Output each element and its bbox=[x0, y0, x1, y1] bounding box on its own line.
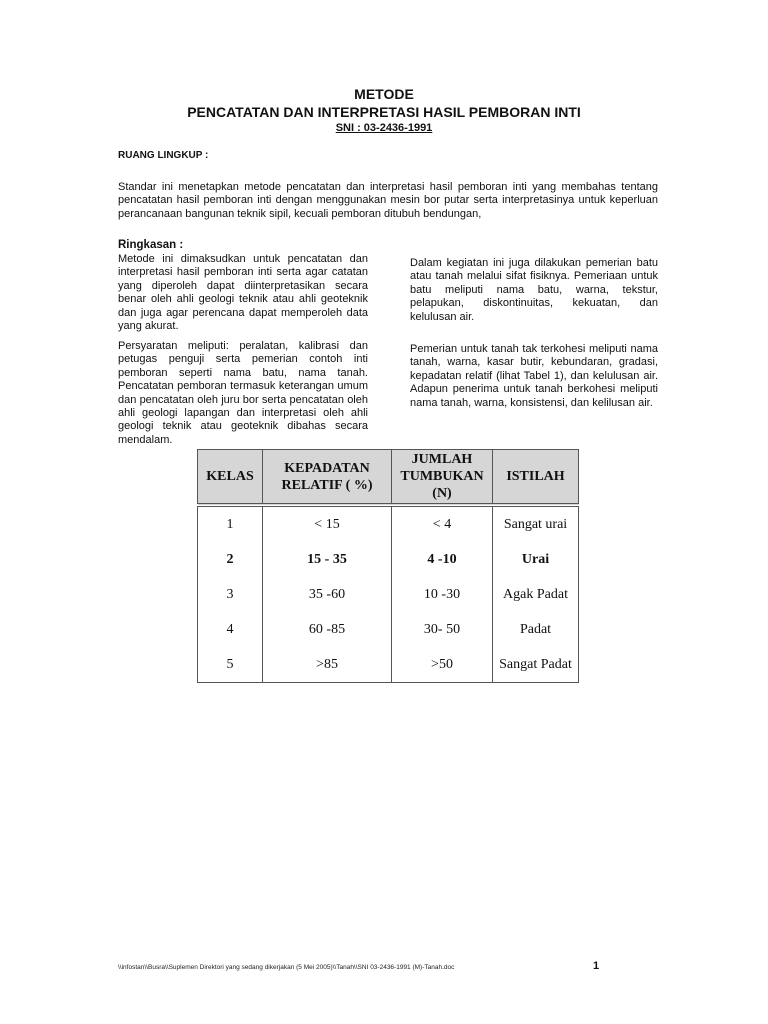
table-cell: 4 bbox=[198, 612, 263, 647]
table-cell: Sangat urai bbox=[493, 505, 579, 542]
summary-left-paragraph-2: Persyaratan meliputi: peralatan, kalibrasi dan petugas penguji serta pemerian contoh inti pemboran seperti nama batu, nama tanah. Pencatatan pemboran termasuk keterangan umum dan pencatatan oleh juru bor serta pencatatan oleh ahli geologi lapangan dan interpretasi oleh ahli geologi teknik atau geoteknik dibahas secara mendalam. bbox=[118, 340, 368, 446]
column-header-kelas: KELAS bbox=[198, 450, 263, 506]
relative-density-table bbox=[197, 449, 579, 683]
summary-right-paragraph-1: Dalam kegiatan ini juga dilakukan pemerian batu atau tanah melalui sifat fisiknya. Pemeriaan untuk batu meliputi nama batu, warna, tekstur, pelapukan, diskontinuitas, kekuatan, dan kelulusan air. bbox=[410, 257, 658, 323]
column-header-kepadatan: KEPADATAN RELATIF ( %) bbox=[263, 450, 392, 506]
sni-code: SNI : 03-2436-1991 bbox=[335, 122, 433, 134]
table-cell: 10 -30 bbox=[392, 577, 493, 612]
table-cell: >85 bbox=[263, 647, 392, 683]
table-cell: 15 - 35 bbox=[263, 542, 392, 577]
table-cell: 35 -60 bbox=[263, 577, 392, 612]
column-header-istilah: ISTILAH bbox=[493, 450, 579, 506]
table-cell: >50 bbox=[392, 647, 493, 683]
document-title-line1: METODE bbox=[354, 86, 414, 102]
table-cell: Agak Padat bbox=[493, 577, 579, 612]
table-cell: 60 -85 bbox=[263, 612, 392, 647]
table-cell: 30- 50 bbox=[392, 612, 493, 647]
table-cell: < 4 bbox=[392, 505, 493, 542]
column-header-tumbukan: JUMLAH TUMBUKAN (N) bbox=[392, 450, 493, 506]
table-row bbox=[198, 612, 579, 647]
table-cell: Sangat Padat bbox=[493, 647, 579, 683]
table-cell: Urai bbox=[493, 542, 579, 577]
table-row bbox=[198, 647, 579, 683]
table-row bbox=[198, 542, 579, 577]
table-cell: 4 -10 bbox=[392, 542, 493, 577]
footer-file-path: \\infostan\\Busra\\Suplemen Direktori yang sedang dikerjakan (5 Mei 2005)\\Tanah\\SNI 03-2436-1991 (M)-Tanah.doc bbox=[118, 964, 455, 971]
table-row bbox=[198, 505, 579, 542]
summary-left-paragraph-1: Metode ini dimaksudkan untuk pencatatan dan interpretasi hasil pemboran inti serta agar catatan yang diperoleh dapat diinterpretasikan secara benar oleh ahli geologi teknik atau ahli geoteknik dan juga agar perencana dapat memperoleh data yang akurat. bbox=[118, 253, 368, 333]
scope-paragraph: Standar ini menetapkan metode pencatatan dan interpretasi hasil pemboran inti yang membahas tentang pencatatan hasil pemboran inti dengan menggunakan mesin bor putar serta interpretasinya untuk keperluan perancanaan bangunan teknik sipil, kecuali pemboran ditubuh bendungan, bbox=[118, 181, 658, 220]
table-cell: 2 bbox=[198, 542, 263, 577]
summary-heading: Ringkasan : bbox=[118, 239, 184, 251]
table-cell: 5 bbox=[198, 647, 263, 683]
document-title-line2: PENCATATAN DAN INTERPRETASI HASIL PEMBORAN INTI bbox=[187, 104, 581, 120]
summary-right-paragraph-2: Pemerian untuk tanah tak terkohesi meliputi nama tanah, warna, kasar butir, kebundaran, gradasi, kepadatan relatif (lihat Tabel 1), dan kelulusan air. Adapun penerima untuk tanah berkohesi meliputi nama tanah, warna, konsistensi, dan kelilusan air. bbox=[410, 343, 658, 409]
table-cell: 1 bbox=[198, 505, 263, 542]
table-cell: < 15 bbox=[263, 505, 392, 542]
table-cell: 3 bbox=[198, 577, 263, 612]
table-cell: Padat bbox=[493, 612, 579, 647]
scope-label: RUANG LINGKUP : bbox=[118, 150, 209, 161]
table-header-row bbox=[198, 450, 579, 506]
page-number: 1 bbox=[593, 960, 600, 972]
table-row bbox=[198, 577, 579, 612]
